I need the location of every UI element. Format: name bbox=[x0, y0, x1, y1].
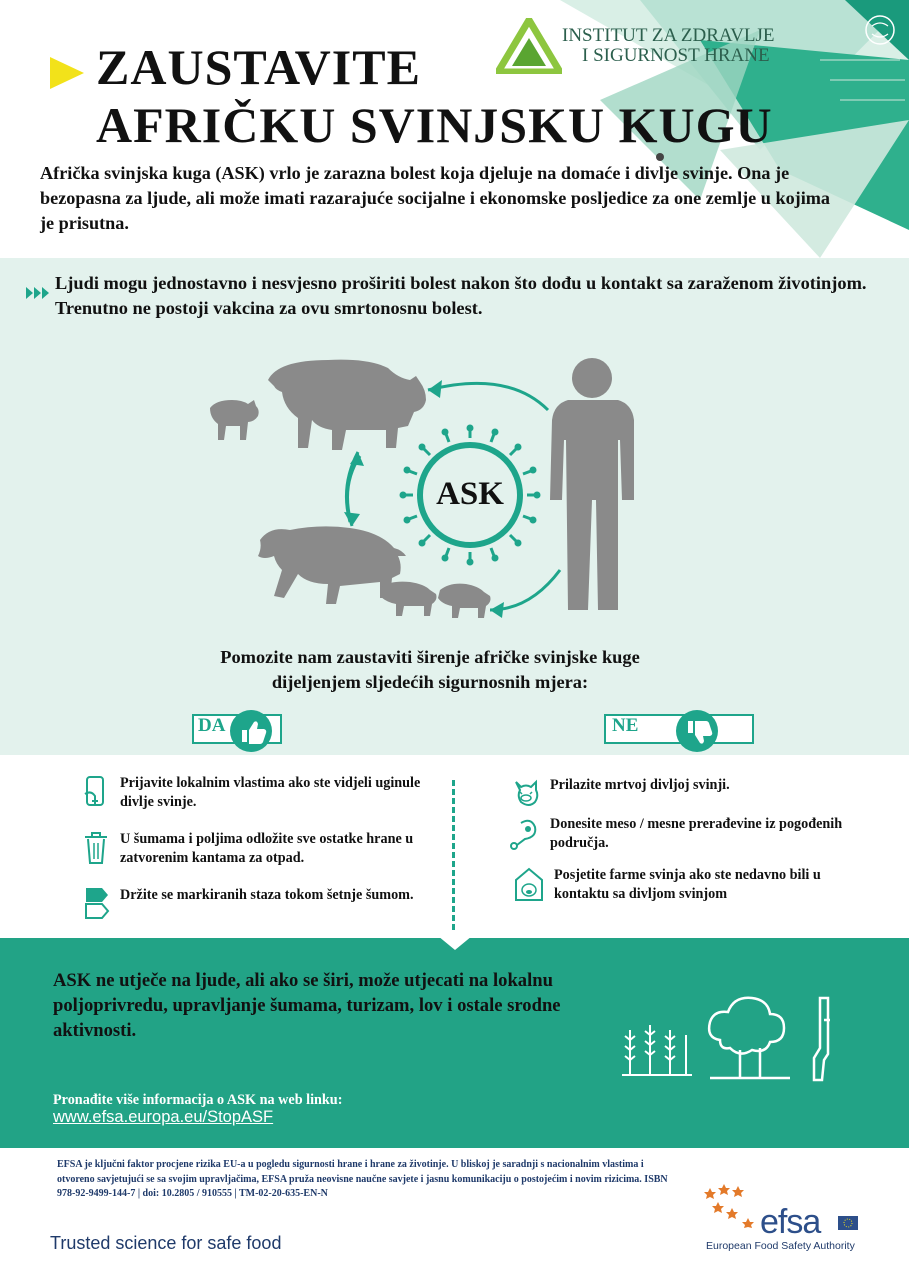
more-info-text: Pronađite više informacija o ASK na web linku: bbox=[53, 1092, 343, 1108]
institute-logo-icon bbox=[496, 18, 562, 74]
do-item-dispose bbox=[82, 830, 432, 868]
do-label: DA bbox=[198, 715, 226, 736]
hunting-rifle-icon bbox=[814, 998, 830, 1080]
dont-item-text: Donesite meso / mesne prerađevine iz pogođenih područja. bbox=[550, 816, 843, 851]
eu-flag-icon bbox=[838, 1216, 858, 1230]
do-item-text: Držite se markiranih staza tokom šetnje šumom. bbox=[120, 887, 414, 903]
do-item-report bbox=[82, 774, 422, 812]
logo-line-1: INSTITUT ZA ZDRAVLJE bbox=[562, 25, 775, 46]
page-title-line-1: ZAUSTAVITE bbox=[96, 39, 421, 95]
section-notch bbox=[438, 936, 472, 952]
header bbox=[0, 0, 909, 258]
thumbs-down-icon bbox=[676, 710, 718, 752]
page-title-line-2: AFRIČKU SVINJSKU KUGU bbox=[96, 97, 773, 153]
dont-item-approach bbox=[512, 776, 842, 812]
virus-label: ASK bbox=[436, 476, 504, 512]
ham-icon bbox=[506, 815, 540, 851]
efsa-link[interactable]: www.efsa.europa.eu/StopASF bbox=[53, 1108, 274, 1126]
phone-icon bbox=[82, 774, 110, 810]
help-instructions bbox=[150, 645, 710, 695]
help-line-2: dijeljenjem sljedećih sigurnosnih mjera: bbox=[271, 672, 589, 692]
column-divider bbox=[452, 780, 455, 930]
trail-sign-icon bbox=[82, 886, 110, 922]
yellow-arrow-icon bbox=[50, 55, 86, 91]
impact-text: ASK ne utječe na ljude, ali ako se širi, može utjecati na lokalnu poljoprivredu, upravljanje šumama, turizam, lov i ostale srodne aktivnosti. bbox=[53, 970, 561, 1041]
do-item-trails bbox=[82, 886, 422, 922]
transmission-cycle-diagram bbox=[190, 340, 660, 620]
piglet-icon bbox=[210, 400, 259, 440]
forest-tree-icon bbox=[709, 998, 790, 1078]
impact-icons bbox=[620, 990, 840, 1090]
triple-chevron-icon bbox=[26, 285, 52, 301]
pig-farm-icon bbox=[512, 866, 544, 902]
help-line-1: Pomozite nam zaustaviti širenje afričke svinjske kuge bbox=[220, 647, 640, 667]
do-item-text: U šumama i poljima odložite sve ostatke hrane u zatvorenim kantama za otpad. bbox=[120, 831, 414, 866]
pig-head-icon bbox=[512, 776, 540, 812]
spread-warning-text: Ljudi mogu jednostavno i nesvjesno proširiti bolest nakon što dođu u kontakt sa zaraženom životinjom. Trenutno ne postoji vakcina za ovu smrtonosnu bolest. bbox=[55, 273, 867, 318]
wheat-icon bbox=[622, 1025, 692, 1075]
dont-item-text: Posjetite farme svinja ako ste nedavno bili u kontaktu sa divljom svinjom bbox=[554, 867, 821, 902]
dont-label: NE bbox=[612, 715, 639, 736]
logo-line-2: I SIGURNOST HRANE bbox=[582, 44, 770, 66]
institute-logo-text bbox=[562, 26, 775, 66]
do-item-text: Prijavite lokalnim vlastima ako ste vidjeli uginule divlje svinje. bbox=[120, 775, 421, 810]
trash-bin-icon bbox=[82, 830, 110, 866]
do-badge bbox=[192, 710, 284, 750]
efsa-logo-text: efsa bbox=[760, 1203, 821, 1241]
thumbs-up-icon bbox=[230, 710, 272, 752]
efsa-tagline: Trusted science for safe food bbox=[50, 1233, 282, 1253]
dont-badge bbox=[604, 710, 756, 750]
human-silhouette-icon bbox=[550, 358, 634, 610]
boar-piglet-icon bbox=[380, 582, 491, 618]
dont-item-text: Prilazite mrtvoj divljoj svinji. bbox=[550, 777, 730, 793]
domestic-pig-icon bbox=[268, 360, 426, 450]
efsa-full-name: European Food Safety Authority bbox=[706, 1240, 855, 1252]
dont-item-farm bbox=[512, 866, 842, 904]
dont-item-meat bbox=[506, 815, 846, 853]
efsa-stars-icon bbox=[700, 1178, 760, 1228]
efsa-disclaimer: EFSA je ključni faktor procjene rizika EU-a u pogledu sigurnosti hrane i hrane za životinje. U bliskoj je saradnji s nacionalnim vlastima i otvoreno savjetujući se sa svojim upravljačima, EFSA pruža neovisne naučne savjete i jasnu komunikaciju o postojećim i novim rizicima. ISBN 978-92-9499-144-7 | doi: 10.2805 / 910555 | TM-02-20-635-EN-N bbox=[57, 1159, 668, 1199]
intro-paragraph: Afrička svinjska kuga (ASK) vrlo je zarazna bolest koja djeluje na domaće i divlje svinje. Ona je bezopasna za ljude, ali može imati razarajuće socijalne i ekonomske posljedice za one zemlje u kojima je prisutna. bbox=[40, 163, 831, 233]
